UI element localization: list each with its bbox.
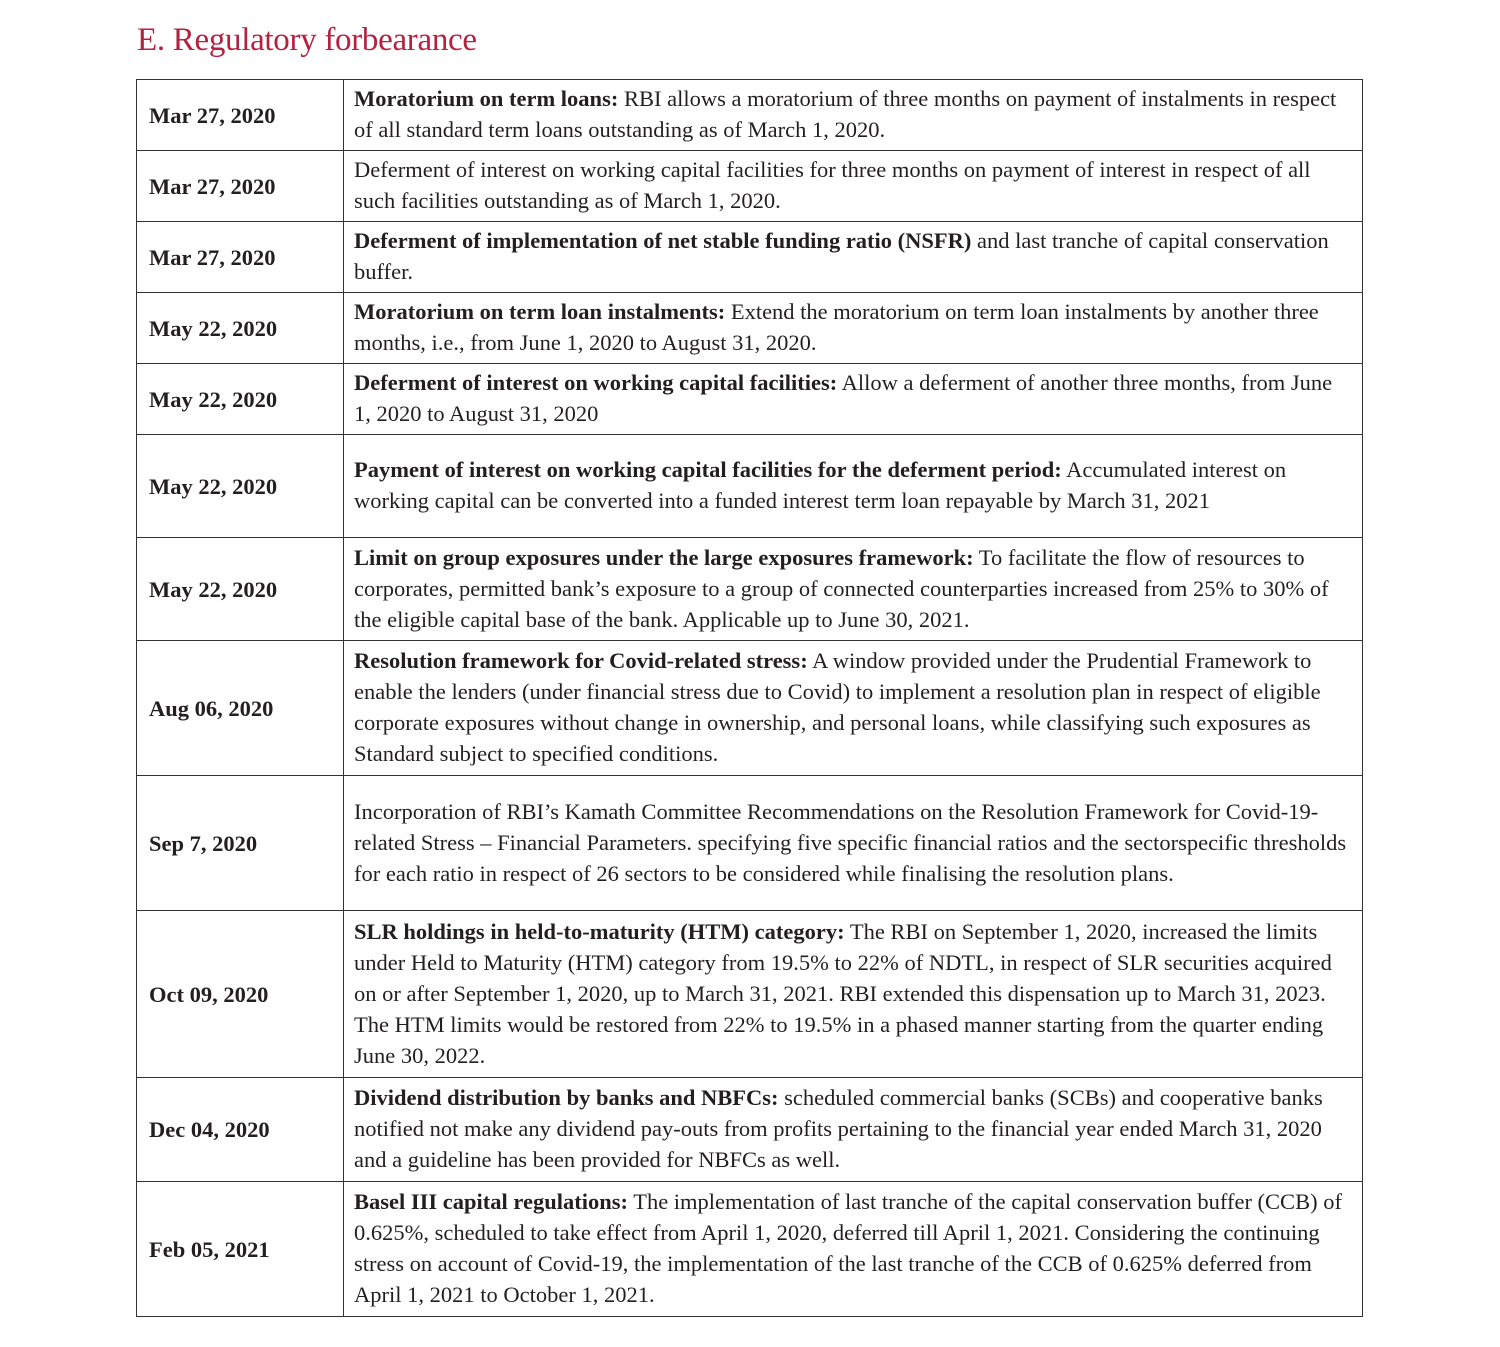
date-cell: Aug 06, 2020 — [137, 641, 344, 776]
table-row — [137, 364, 1363, 435]
row-text: Deferment of interest on working capital facilities for three months on payment of interest in respect of all such facilities outstanding as of March 1, 2020. — [354, 157, 1311, 213]
description-cell — [344, 222, 1363, 293]
forbearance-table — [136, 79, 1363, 1317]
row-heading: Basel III capital regulations: — [354, 1189, 628, 1214]
table-row — [137, 911, 1363, 1078]
row-heading: Dividend distribution by banks and NBFCs: — [354, 1085, 779, 1110]
row-text: Accumulated interest on working capital can be converted into a funded interest term loan repayable by March 31, 2021 — [354, 457, 1287, 513]
row-text: scheduled commercial banks (SCBs) and cooperative banks notified not make any dividend pay-outs from profits pertaining to the financial year ended March 31, 2020 and a guideline has been provided for NBFCs as well. — [354, 1085, 1323, 1172]
row-heading: SLR holdings in held-to-maturity (HTM) category: — [354, 918, 845, 944]
description-cell — [344, 80, 1363, 151]
description-cell — [344, 1078, 1363, 1182]
description-cell — [344, 538, 1363, 641]
date-cell: May 22, 2020 — [137, 293, 344, 364]
row-heading: Moratorium on term loan instalments: — [354, 299, 726, 324]
row-text: Extend the moratorium on term loan instalments by another three months, i.e., from June 1, 2020 to August 31, 2020. — [354, 299, 1319, 355]
row-heading: Moratorium on term loans: — [354, 86, 619, 111]
table-row — [137, 1182, 1363, 1317]
date-cell: Mar 27, 2020 — [137, 222, 344, 293]
table-row — [137, 776, 1363, 911]
description-cell — [344, 293, 1363, 364]
date-cell: May 22, 2020 — [137, 364, 344, 435]
description-cell — [344, 1182, 1363, 1317]
table-row — [137, 641, 1363, 776]
row-heading: Deferment of interest on working capital facilities: — [354, 370, 838, 395]
table-row — [137, 80, 1363, 151]
date-cell: Feb 05, 2021 — [137, 1182, 344, 1317]
date-cell: Dec 04, 2020 — [137, 1078, 344, 1182]
table-row — [137, 538, 1363, 641]
row-text: and last tranche of capital conservation buffer. — [354, 228, 1329, 284]
row-text: Incorporation of RBI’s Kamath Committee Recommendations on the Resolution Framework for Covid-19-related Stress – Financial Parameters. specifying five specific financial ratios and the sectorspecific thresholds for each ratio in respect of 26 sectors to be considered while finalising the resolution plans. — [354, 798, 1347, 886]
row-heading: Limit on group exposures under the large exposures framework: — [354, 544, 974, 570]
description-cell — [344, 435, 1363, 538]
table-row — [137, 151, 1363, 222]
section-title: E. Regulatory forbearance — [137, 22, 477, 58]
date-cell: May 22, 2020 — [137, 435, 344, 538]
table-row — [137, 435, 1363, 538]
row-text: The RBI on September 1, 2020, increased the limits under Held to Maturity (HTM) category from 19.5% to 22% of NDTL, in respect of SLR securities acquired on or after September 1, 2020, up to March 31, 2021. RBI extended this dispensation up to March 31, 2023. The HTM limits would be restored from 22% to 19.5% in a phased manner starting from the quarter ending June 30, 2022. — [354, 918, 1332, 1068]
date-cell: May 22, 2020 — [137, 538, 344, 641]
row-text: The implementation of last tranche of the capital conservation buffer (CCB) of 0.625%, scheduled to take effect from April 1, 2020, deferred till April 1, 2021. Considering the continuing stress on account of Covid-19, the implementation of the last tranche of the CCB of 0.625% deferred from April 1, 2021 to October 1, 2021. — [354, 1189, 1342, 1307]
date-cell: Mar 27, 2020 — [137, 80, 344, 151]
row-text: A window provided under the Prudential Framework to enable the lenders (under financial stress due to Covid) to implement a resolution plan in respect of eligible corporate exposures without change in ownership, and personal loans, while classifying such exposures as Standard subject to specified conditions. — [354, 648, 1321, 766]
description-cell — [344, 151, 1363, 222]
date-cell: Mar 27, 2020 — [137, 151, 344, 222]
description-cell — [344, 911, 1363, 1078]
row-heading: Payment of interest on working capital facilities for the deferment period: — [354, 457, 1062, 482]
date-cell: Sep 7, 2020 — [137, 776, 344, 911]
description-cell — [344, 364, 1363, 435]
row-heading: Deferment of implementation of net stable funding ratio (NSFR) — [354, 228, 972, 253]
row-text: To facilitate the flow of resources to corporates, permitted bank’s exposure to a group of connected counterparties increased from 25% to 30% of the eligible capital base of the bank. Applicable up to June 30, 2021. — [354, 544, 1329, 632]
row-text: RBI allows a moratorium of three months on payment of instalments in respect of all standard term loans outstanding as of March 1, 2020. — [354, 86, 1337, 142]
description-cell — [344, 776, 1363, 911]
row-text: Allow a deferment of another three months, from June 1, 2020 to August 31, 2020 — [354, 370, 1333, 426]
table-row — [137, 222, 1363, 293]
date-cell: Oct 09, 2020 — [137, 911, 344, 1078]
row-heading: Resolution framework for Covid-related stress: — [354, 648, 808, 673]
table-row — [137, 293, 1363, 364]
table-row — [137, 1078, 1363, 1182]
description-cell — [344, 641, 1363, 776]
